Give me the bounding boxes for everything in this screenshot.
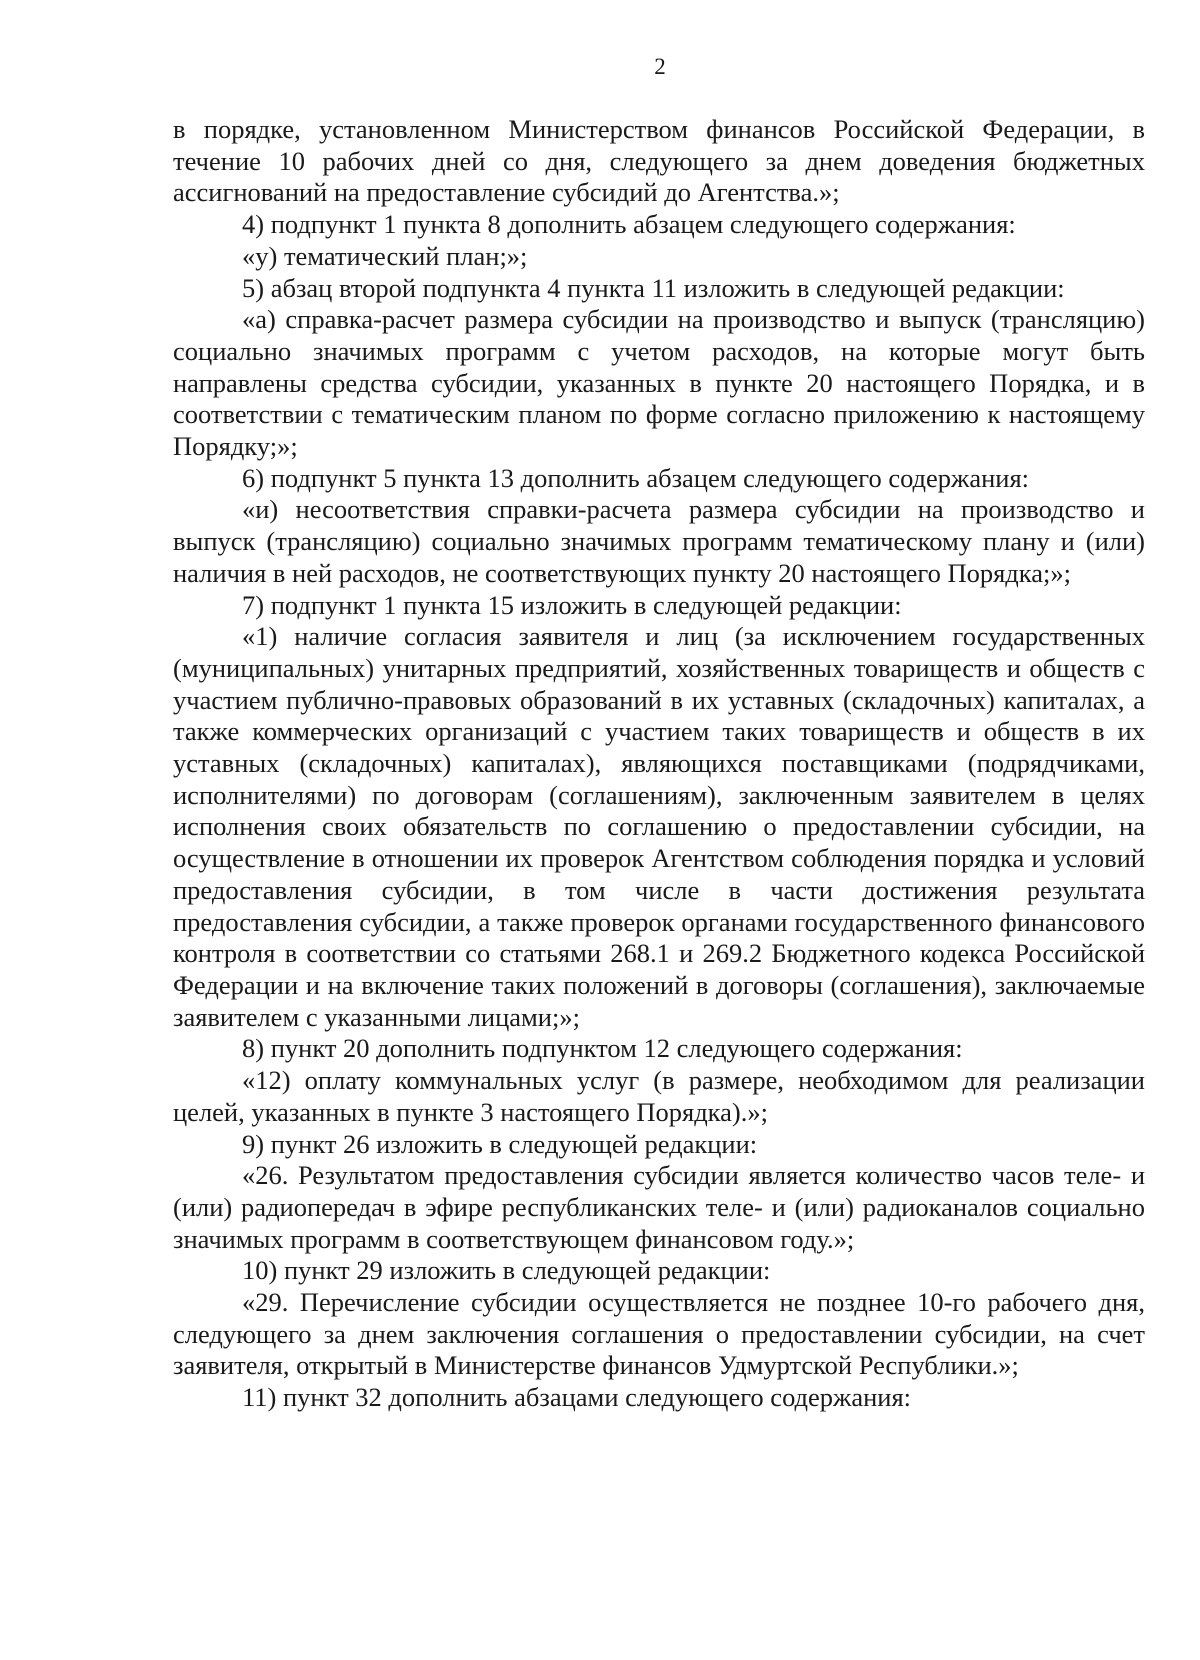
paragraph: 8) пункт 20 дополнить подпунктом 12 следующего содержания:	[242, 1033, 963, 1064]
paragraph: 6) подпункт 5 пункта 13 дополнить абзацем следующего содержания:	[242, 462, 1030, 493]
page-number: 2	[654, 54, 666, 79]
paragraph: 10) пункт 29 изложить в следующей редакции:	[242, 1255, 771, 1286]
paragraph: 4) подпункт 1 пункта 8 дополнить абзацем следующего содержания:	[242, 209, 1016, 240]
paragraph: «29. Перечисление субсидии осуществляется не позднее 10-го рабочего дня, следующего за днем заключения соглашения о предоставлении субсидии, на счет заявителя, открытый в Министерстве финансов Удмуртской Республики.»;	[173, 1287, 1145, 1381]
paragraph: «12) оплату коммунальных услуг (в размере, необходимом для реализации целей, указанных в пункте 3 настоящего Порядка).»;	[173, 1065, 1145, 1127]
paragraph: «у) тематический план;»;	[242, 240, 528, 271]
paragraph: 7) подпункт 1 пункта 15 изложить в следующей редакции:	[242, 589, 902, 620]
paragraph: «1) наличие согласия заявителя и лиц (за исключением государственных (муниципальных) унитарных предприятий, хозяйственных товариществ и обществ с участием публично-правовых образований в их уставных (складочных) капиталах, а также коммерческих организаций с участием таких товариществ и обществ в их уставных (складочных) капиталах), являющихся поставщиками (подрядчиками, исполнителями) по договорам (соглашениям), заключенным заявителем в целях исполнения своих обязательств по соглашению о предоставлении субсидии, на осуществление в отношении их проверок Агентством соблюдения порядка и условий предоставления субсидии, в том числе в части достижения результата предоставления субсидии, а также проверок органами государственного финансового контроля в соответствии со статьями 268.1 и 269.2 Бюджетного кодекса Российской Федерации и на включение таких положений в договоры (соглашения), заключаемые заявителем с указанными лицами;»;	[173, 621, 1145, 1032]
paragraph: «и) несоответствия справки-расчета размера субсидии на производство и выпуск (трансляцию) социально значимых программ тематическому плану и (или) наличия в ней расходов, не соответствующих пункту 20 настоящего Порядка;»;	[173, 494, 1145, 588]
paragraph: в порядке, установленном Министерством финансов Российской Федерации, в течение 10 рабочих дней со дня, следующего за днем доведения бюджетных ассигнований на предоставление субсидий до Агентства.»;	[173, 114, 1145, 208]
document-body	[173, 114, 1145, 1414]
paragraph: 9) пункт 26 изложить в следующей редакции:	[242, 1128, 758, 1159]
paragraph: 5) абзац второй подпункта 4 пункта 11 изложить в следующей редакции:	[242, 272, 1065, 303]
paragraph: «26. Результатом предоставления субсидии является количество часов теле- и (или) радиопередач в эфире республиканских теле- и (или) радиоканалов социально значимых программ в соответствующем финансовом году.»;	[173, 1160, 1145, 1254]
paragraph: 11) пункт 32 дополнить абзацами следующего содержания:	[242, 1382, 912, 1413]
paragraph: «а) справка-расчет размера субсидии на производство и выпуск (трансляцию) социально значимых программ с учетом расходов, на которые могут быть направлены средства субсидии, указанных в пункте 20 настоящего Порядка, и в соответствии с тематическим планом по форме согласно приложению к настоящему Порядку;»;	[173, 304, 1145, 462]
